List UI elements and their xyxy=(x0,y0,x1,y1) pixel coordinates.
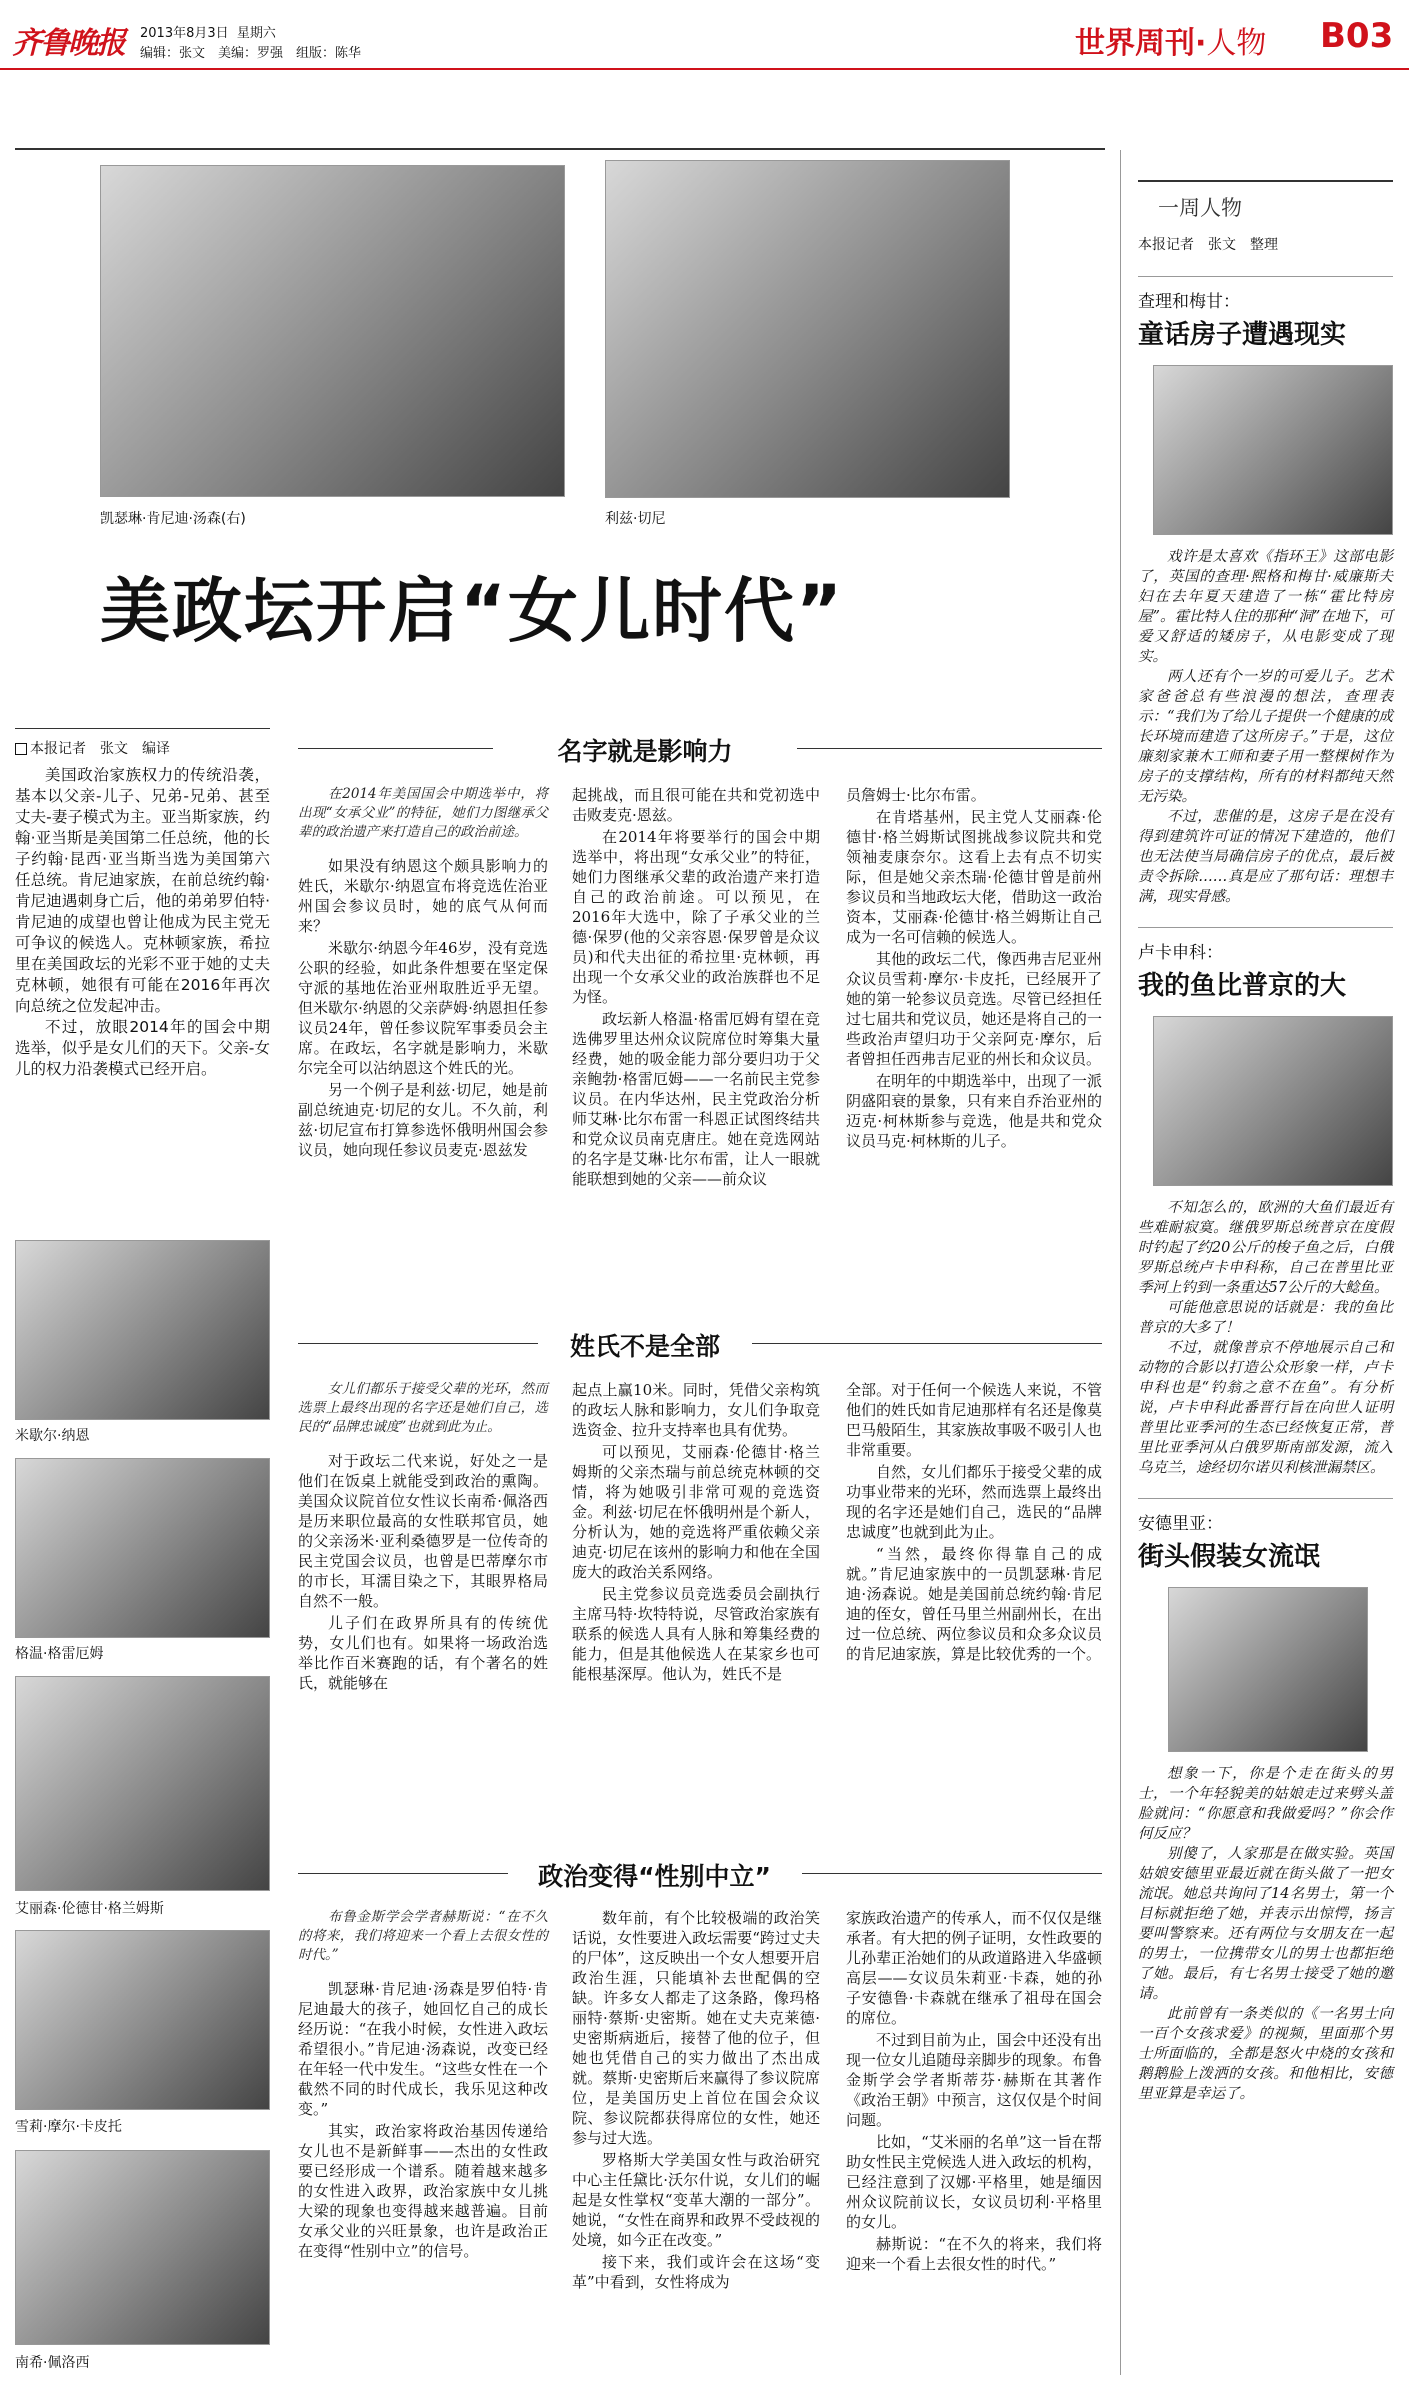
story-paragraph: 此前曾有一条类似的《一名男士向一百个女孩求爱》的视频，里面那个男士所面临的，全都是怒火中烧的女孩和鹅鹅脸上泼洒的女孩。和他相比，安德里亚算是幸运了。 xyxy=(1138,2006,1393,2102)
article-paragraph: 在2014年将要举行的国会中期选举中，将出现“女承父业”的特征，她们力图继承父辈的政治遗产来打造自己的政治前途。可以预见，在2016年大选中，除了子承父业的兰德·保罗(他的父亲容恩·保罗曾是众议员)和代夫出征的希拉里·克林顿，再出现一个女承父业的政治族群也不足为怪。 xyxy=(572,828,820,1006)
story-photo-lukashenko xyxy=(1153,1016,1393,1186)
section-heading: 名字就是影响力 xyxy=(557,737,733,766)
portrait-caption: 艾丽森·伦德甘·格兰姆斯 xyxy=(15,1901,164,1917)
story-kicker: 卢卡申科： xyxy=(1138,943,1223,963)
article-paragraph: 员詹姆士·比尔布雷。 xyxy=(846,786,986,804)
lead-quote: 女儿们都乐于接受父辈的光环，然而选票上最终出现的名字还是她们自己，选民的“品牌忠诚度”也就到此为止。 xyxy=(298,1381,548,1435)
sidebar-byline: 本报记者 张文 整理 xyxy=(1138,237,1278,253)
story-paragraph: 不过，就像普京不停地展示自己和动物的合影以打造公众形象一样，卢卡申科也是“钓翁之意不在鱼”。有分析说，卢卡申科此番晋行旨在向世人证明普里比亚季河的生态已经恢复正常，普里比亚季河从白俄罗斯南部发源，流入乌克兰，途经切尔诺贝利核泄漏禁区。 xyxy=(1138,1340,1393,1476)
story-paragraph: 不过，悲催的是，这房子是在没有得到建筑许可证的情况下建造的，他们也无法使当局确信房子的优点，最后被责令拆除……真是应了那句话：理想丰满，现实骨感。 xyxy=(1138,809,1393,905)
story-paragraph: 可能他意思说的话就是：我的鱼比普京的大多了！ xyxy=(1138,1300,1393,1336)
article-paragraph: “当然，最终你得靠自己的成就。”肯尼迪家族中的一员凯瑟琳·肯尼迪·汤森说。她是美国前总统约翰·肯尼迪的侄女，曾任马里兰州副州长，在出过一位总统、两位参议员和众多众议员的肯尼迪家族，算是比较优秀的一个。 xyxy=(846,1545,1102,1663)
section-rule xyxy=(298,1343,538,1344)
article-paragraph: 对于政坛二代来说，好处之一是他们在饭桌上就能受到政治的熏陶。美国众议院首位女性议长南希·佩洛西是历来职位最高的女性联邦官员，她的父亲汤米·亚利桑德罗是一位传奇的民主党国会议员，也曾是巴蒂摩尔市的市长，耳濡目染之下，其眼界格局自然不一般。 xyxy=(298,1452,548,1610)
byline-text: 本报记者 张文 编译 xyxy=(30,741,170,757)
intro-text xyxy=(15,765,270,1080)
sidebar-title: 一周人物 xyxy=(1158,196,1242,220)
square-bullet-icon xyxy=(15,743,27,755)
sidebar-title-box xyxy=(1138,180,1393,222)
article-paragraph: 凯瑟琳·肯尼迪·汤森是罗伯特·肯尼迪最大的孩子，她回忆自己的成长经历说：“在我小时候，女性进入政坛希望很小。”肯尼迪·汤森说，改变已经在年轻一代中发生。“这些女性在一个截然不同的时代成长，我乐见这种改变。” xyxy=(298,1980,548,2118)
section-heading: 姓氏不是全部 xyxy=(569,1332,720,1361)
article-paragraph: 数年前，有个比较极端的政治笑话说，女性要进入政坛需要“跨过丈夫的尸体”，这反映出一个女人想要开启政治生涯，只能填补去世配偶的空缺。许多女人都走了这条路，像玛格丽特·蔡斯·史密斯。她在丈夫克莱德·史密斯病逝后，接替了他的位子，但她也凭借自己的实力做出了杰出成就。蔡斯·史密斯后来赢得了参议院席位，是美国历史上首位在国会众议院、参议院都获得席位的女性，她还参与过大选。 xyxy=(572,1909,820,2147)
article-paragraph: 家族政治遗产的传承人，而不仅仅是继承者。有大把的例子证明，女性政要的儿孙辈正治她们的从政道路进入华盛顿高层——女议员朱莉亚·卡森，她的孙子安德鲁·卡森就在继承了祖母在国会的席位。 xyxy=(846,1909,1102,2027)
portrait-caption: 南希·佩洛西 xyxy=(15,2355,90,2371)
lead-quote: 布鲁金斯学会学者赫斯说：“在不久的将来，我们将迎来一个看上去很女性的时代。” xyxy=(298,1909,548,1963)
article-paragraph: 起点上赢10米。同时，凭借父亲构筑的政坛人脉和影响力，女儿们争取竞选资金、拉升支持率也具有优势。 xyxy=(572,1381,820,1439)
section-label xyxy=(1075,18,1266,62)
section-rule xyxy=(752,1343,1102,1344)
main-headline: 美政坛开启“女儿时代” xyxy=(100,570,845,652)
photo-townsend xyxy=(100,165,565,497)
story-headline: 我的鱼比普京的大 xyxy=(1138,971,1347,1001)
issue-date: 2013年8月3日 xyxy=(140,26,229,41)
article-paragraph: 接下来，我们或许会在这场“变革”中看到，女性将成为 xyxy=(572,2253,820,2291)
story-kicker: 查理和梅甘： xyxy=(1138,292,1240,312)
article-paragraph: 另一个例子是利兹·切尼，她是前副总统迪克·切尼的女儿。不久前，利兹·切尼宣布打算参选怀俄明州国会参议员，她向现任参议员麦克·恩兹发 xyxy=(298,1081,548,1159)
article-paragraph: 自然，女儿们都乐于接受父辈的成功事业带来的光环，然而选票上最终出现的名字还是她们自己，选民的“品牌忠诚度”也就到此为止。 xyxy=(846,1463,1102,1541)
article-paragraph: 如果没有纳恩这个颇具影响力的姓氏，米歇尔·纳恩宣布将竞选佐治亚州国会参议员时，她的底气从何而来？ xyxy=(298,857,548,935)
paper-logo: 齐鲁晚报 xyxy=(12,26,124,61)
article-paragraph: 在肯塔基州，民主党人艾丽森·伦德甘·格兰姆斯试图挑战参议院共和党领袖麦康奈尔。这看上去有点不切实际，但是她父亲杰瑞·伦德甘曾是前州参议员和当地政坛大佬，借助这一政治资本，艾丽森·伦德甘·格兰姆斯让自己成为一名可信赖的候选人。 xyxy=(846,808,1102,946)
section-name: 世界周刊 xyxy=(1075,26,1195,61)
sidebar-story xyxy=(1138,927,1393,1478)
photo-liz-cheney xyxy=(605,160,1010,498)
story-headline: 街头假装女流氓 xyxy=(1138,1542,1321,1572)
photo-caption-townsend: 凯瑟琳·肯尼迪·汤森(右) xyxy=(100,511,246,527)
story-headline: 童话房子遭遇现实 xyxy=(1138,320,1347,350)
article-paragraph: 其他的政坛二代，像西弗吉尼亚州众议员雪莉·摩尔·卡皮托，已经展开了她的第一轮参议员竞选。尽管已经担任过七届共和党议员，她还是将自己的一些政治声望归功于父亲阿克·摩尔，后者曾担任西弗吉尼亚的州长和众议员。 xyxy=(846,950,1102,1068)
article-paragraph: 可以预见，艾丽森·伦德甘·格兰姆斯的父亲杰瑞与前总统克林顿的交情，将为她吸引非常可观的竞选资金。利兹·切尼在怀俄明州是个新人，分析认为，她的竞选将严重依赖父亲迪克·切尼在该州的影响力和他在全国庞大的政治关系网络。 xyxy=(572,1443,820,1581)
article-column xyxy=(298,1380,548,1695)
article-paragraph: 其实，政治家将政治基因传递给女儿也不是新鲜事——杰出的女性政要已经形成一个谱系。随着越来越多的女性进入政界，政治家族中女儿挑大梁的现象也变得越来越普遍。目前女承父业的兴旺景象，也许是政治正在变得“性别中立”的信号。 xyxy=(298,2122,548,2260)
byline xyxy=(15,738,170,758)
story-kicker: 安德里亚： xyxy=(1138,1514,1223,1534)
portrait-nancy-pelosi xyxy=(15,2150,270,2345)
section-separator: · xyxy=(1195,26,1207,61)
story-paragraph: 别傻了，人家那是在做实验。英国姑娘安德里亚最近就在街头做了一把女流氓。她总共询问了14名男士，第一个目标就拒绝了她，并表示出惊愕，扬言要叫警察来。还有两位与女朋友在一起的男士，一位携带女儿的男士也都拒绝了她。最后，有七名男士接受了她的邀请。 xyxy=(1138,1846,1393,2002)
portrait-michelle-nunn xyxy=(15,1240,270,1420)
article-paragraph: 赫斯说：“在不久的将来，我们将迎来一个看上去很女性的时代。” xyxy=(846,2235,1102,2273)
story-paragraph: 不知怎么的，欧洲的大鱼们最近有些难耐寂寞。继俄罗斯总统普京在度假时钓起了约20公斤的梭子鱼之后，白俄罗斯总统卢卡申科称，自己在普里比亚季河上钓到一条重达57公斤的大鲶鱼。 xyxy=(1138,1200,1393,1296)
article-column xyxy=(298,1908,548,2263)
sidebar-story xyxy=(1138,276,1393,907)
article-paragraph: 不过到目前为止，国会中还没有出现一位女儿追随母亲脚步的现象。布鲁金斯学会学者斯蒂芬·赫斯在其著作《政治王朝》中预言，这仅仅是个时间问题。 xyxy=(846,2031,1102,2129)
article-paragraph: 米歇尔·纳恩今年46岁，没有竞选公职的经验，如此条件想要在坚定保守派的基地佐治亚州取胜近乎无望。但米歇尔·纳恩的父亲萨姆·纳恩担任参议员24年，曾任参议院军事委员会主席。在政坛，名字就是影响力，米歇尔完全可以沾纳恩这个姓氏的光。 xyxy=(298,939,548,1077)
article-paragraph: 民主党参议员竞选委员会副执行主席马特·坎特特说，尽管政治家族有联系的候选人具有人脉和筹集经费的能力，但是其他候选人在某家乡也可能根基深厚。他认为，姓氏不是 xyxy=(572,1585,820,1683)
story-photo-andrea xyxy=(1168,1587,1368,1752)
article-column xyxy=(572,785,820,1191)
section-heading: 政治变得“性别中立” xyxy=(538,1862,771,1891)
masthead-date-line xyxy=(140,22,276,41)
portrait-gwen-graham xyxy=(15,1458,270,1638)
portrait-shelley-capito xyxy=(15,1930,270,2110)
story-paragraph: 两人还有个一岁的可爱儿子。艺术家爸爸总有些浪漫的想法，查理表示：“我们为了给儿子提供一个健康的成长环境而建造了这所房子。”于是，这位廉刻家兼木工师和妻子用一整棵树作为房子的支撑结构，所有的材料都纯天然无污染。 xyxy=(1138,669,1393,805)
story-paragraph: 戏许是太喜欢《指环王》这部电影了，英国的查理·熙格和梅甘·威廉斯夫妇在去年夏天建造了一栋“霍比特房屋”。霍比特人住的那种“洞”在地下，可爱又舒适的矮房子，从电影变成了现实。 xyxy=(1138,549,1393,665)
article-paragraph: 政坛新人格温·格雷厄姆有望在竞选佛罗里达州众议院席位时筹集大量经费，她的吸金能力部分要归功于父亲鲍勃·格雷厄姆——一名前民主党参议员。在内华达州，民主党政治分析师艾琳·比尔布雷一科恩正试图终结共和党众议员南克唐庄。她在竞选网站的名字是艾琳·比尔布雷，让人一眼就能联想到她的父亲——前众议 xyxy=(572,1010,820,1188)
intro-paragraph: 不过，放眼2014年的国会中期选举，似乎是女儿们的天下。父亲-女儿的权力沿袭模式已经开启。 xyxy=(15,1018,270,1078)
section-rule xyxy=(797,748,1102,749)
sidebar-divider xyxy=(1120,150,1121,2375)
issue-weekday: 星期六 xyxy=(236,26,276,41)
sidebar xyxy=(1138,150,1393,2104)
article-paragraph: 在明年的中期选举中，出现了一派阴盛阳衰的景象，只有来自乔治亚州的迈克·柯林斯参与竞选，他是共和党众议员马克·柯林斯的儿子。 xyxy=(846,1072,1102,1150)
left-rule xyxy=(15,728,270,729)
subsection-name: 人物 xyxy=(1206,26,1267,61)
story-photo-hobbit-house xyxy=(1153,365,1393,535)
main-top-rule xyxy=(15,148,1105,150)
photo-caption-cheney: 利兹·切尼 xyxy=(605,511,666,527)
sidebar-story xyxy=(1138,1498,1393,2104)
article-column xyxy=(846,785,1102,1153)
masthead xyxy=(0,0,1409,75)
editor-credits: 编辑：张文 美编：罗强 组版：陈华 xyxy=(140,46,362,61)
article-paragraph: 起挑战，而且很可能在共和党初选中击败麦克·恩兹。 xyxy=(572,786,820,824)
article-column xyxy=(846,1380,1102,1666)
article-column xyxy=(572,1908,820,2294)
portrait-caption: 雪莉·摩尔·卡皮托 xyxy=(15,2119,122,2135)
article-paragraph: 全部。对于任何一个候选人来说，不管他们的姓氏如肯尼迪那样有名还是像莫巴马般陌生，其家族故事吸不吸引人也非常重要。 xyxy=(846,1381,1102,1459)
portrait-caption: 米歇尔·纳恩 xyxy=(15,1428,90,1444)
section-rule xyxy=(802,1873,1102,1874)
section-rule xyxy=(298,1873,508,1874)
article-column xyxy=(572,1380,820,1686)
lead-quote: 在2014年美国国会中期选举中，将出现“女承父业”的特征，她们力图继承父辈的政治遗产来打造自己的政治前途。 xyxy=(298,786,548,840)
article-paragraph: 罗格斯大学美国女性与政治研究中心主任黛比·沃尔什说，女儿们的崛起是女性掌权“变革大潮的一部分”。她说，“女性在商界和政界不受歧视的处境，如今正在改变。” xyxy=(572,2151,820,2249)
page-number: B03 xyxy=(1320,16,1394,56)
portrait-caption: 格温·格雷厄姆 xyxy=(15,1646,104,1662)
article-column xyxy=(298,785,548,1162)
portrait-alison-grimes xyxy=(15,1676,270,1891)
story-paragraph: 想象一下，你是个走在街头的男士，一个年轻貌美的姑娘走过来劈头盖脸就问：“你愿意和我做爱吗？”你会作何反应？ xyxy=(1138,1766,1393,1842)
intro-paragraph: 美国政治家族权力的传统沿袭，基本以父亲-儿子、兄弟-兄弟、甚至丈夫-妻子模式为主。亚当斯家族，约翰·亚当斯是美国第二任总统，他的长子约翰·昆西·亚当斯当选为美国第六任总统。肯尼迪家族，在前总统约翰·肯尼迪遇刺身亡后，他的弟弟罗伯特·肯尼迪的成望也曾让他成为民主党无可争议的候选人。克林顿家族，希拉里在美国政坛的光彩不亚于她的丈夫克林顿，她很有可能在2016年再次向总统之位发起冲击。 xyxy=(15,766,270,1015)
article-paragraph: 儿子们在政界所具有的传统优势，女儿们也有。如果将一场政治选举比作百米赛跑的话，有个著名的姓氏，就能够在 xyxy=(298,1614,548,1692)
section-rule xyxy=(298,748,493,749)
article-column xyxy=(846,1908,1102,2276)
masthead-rule xyxy=(0,68,1409,70)
article-paragraph: 比如，“艾米丽的名单”这一旨在帮助女性民主党候选人进入政坛的机构，已经注意到了汉娜·平格里，她是缅因州众议院前议长，女议员切利·平格里的女儿。 xyxy=(846,2133,1102,2231)
